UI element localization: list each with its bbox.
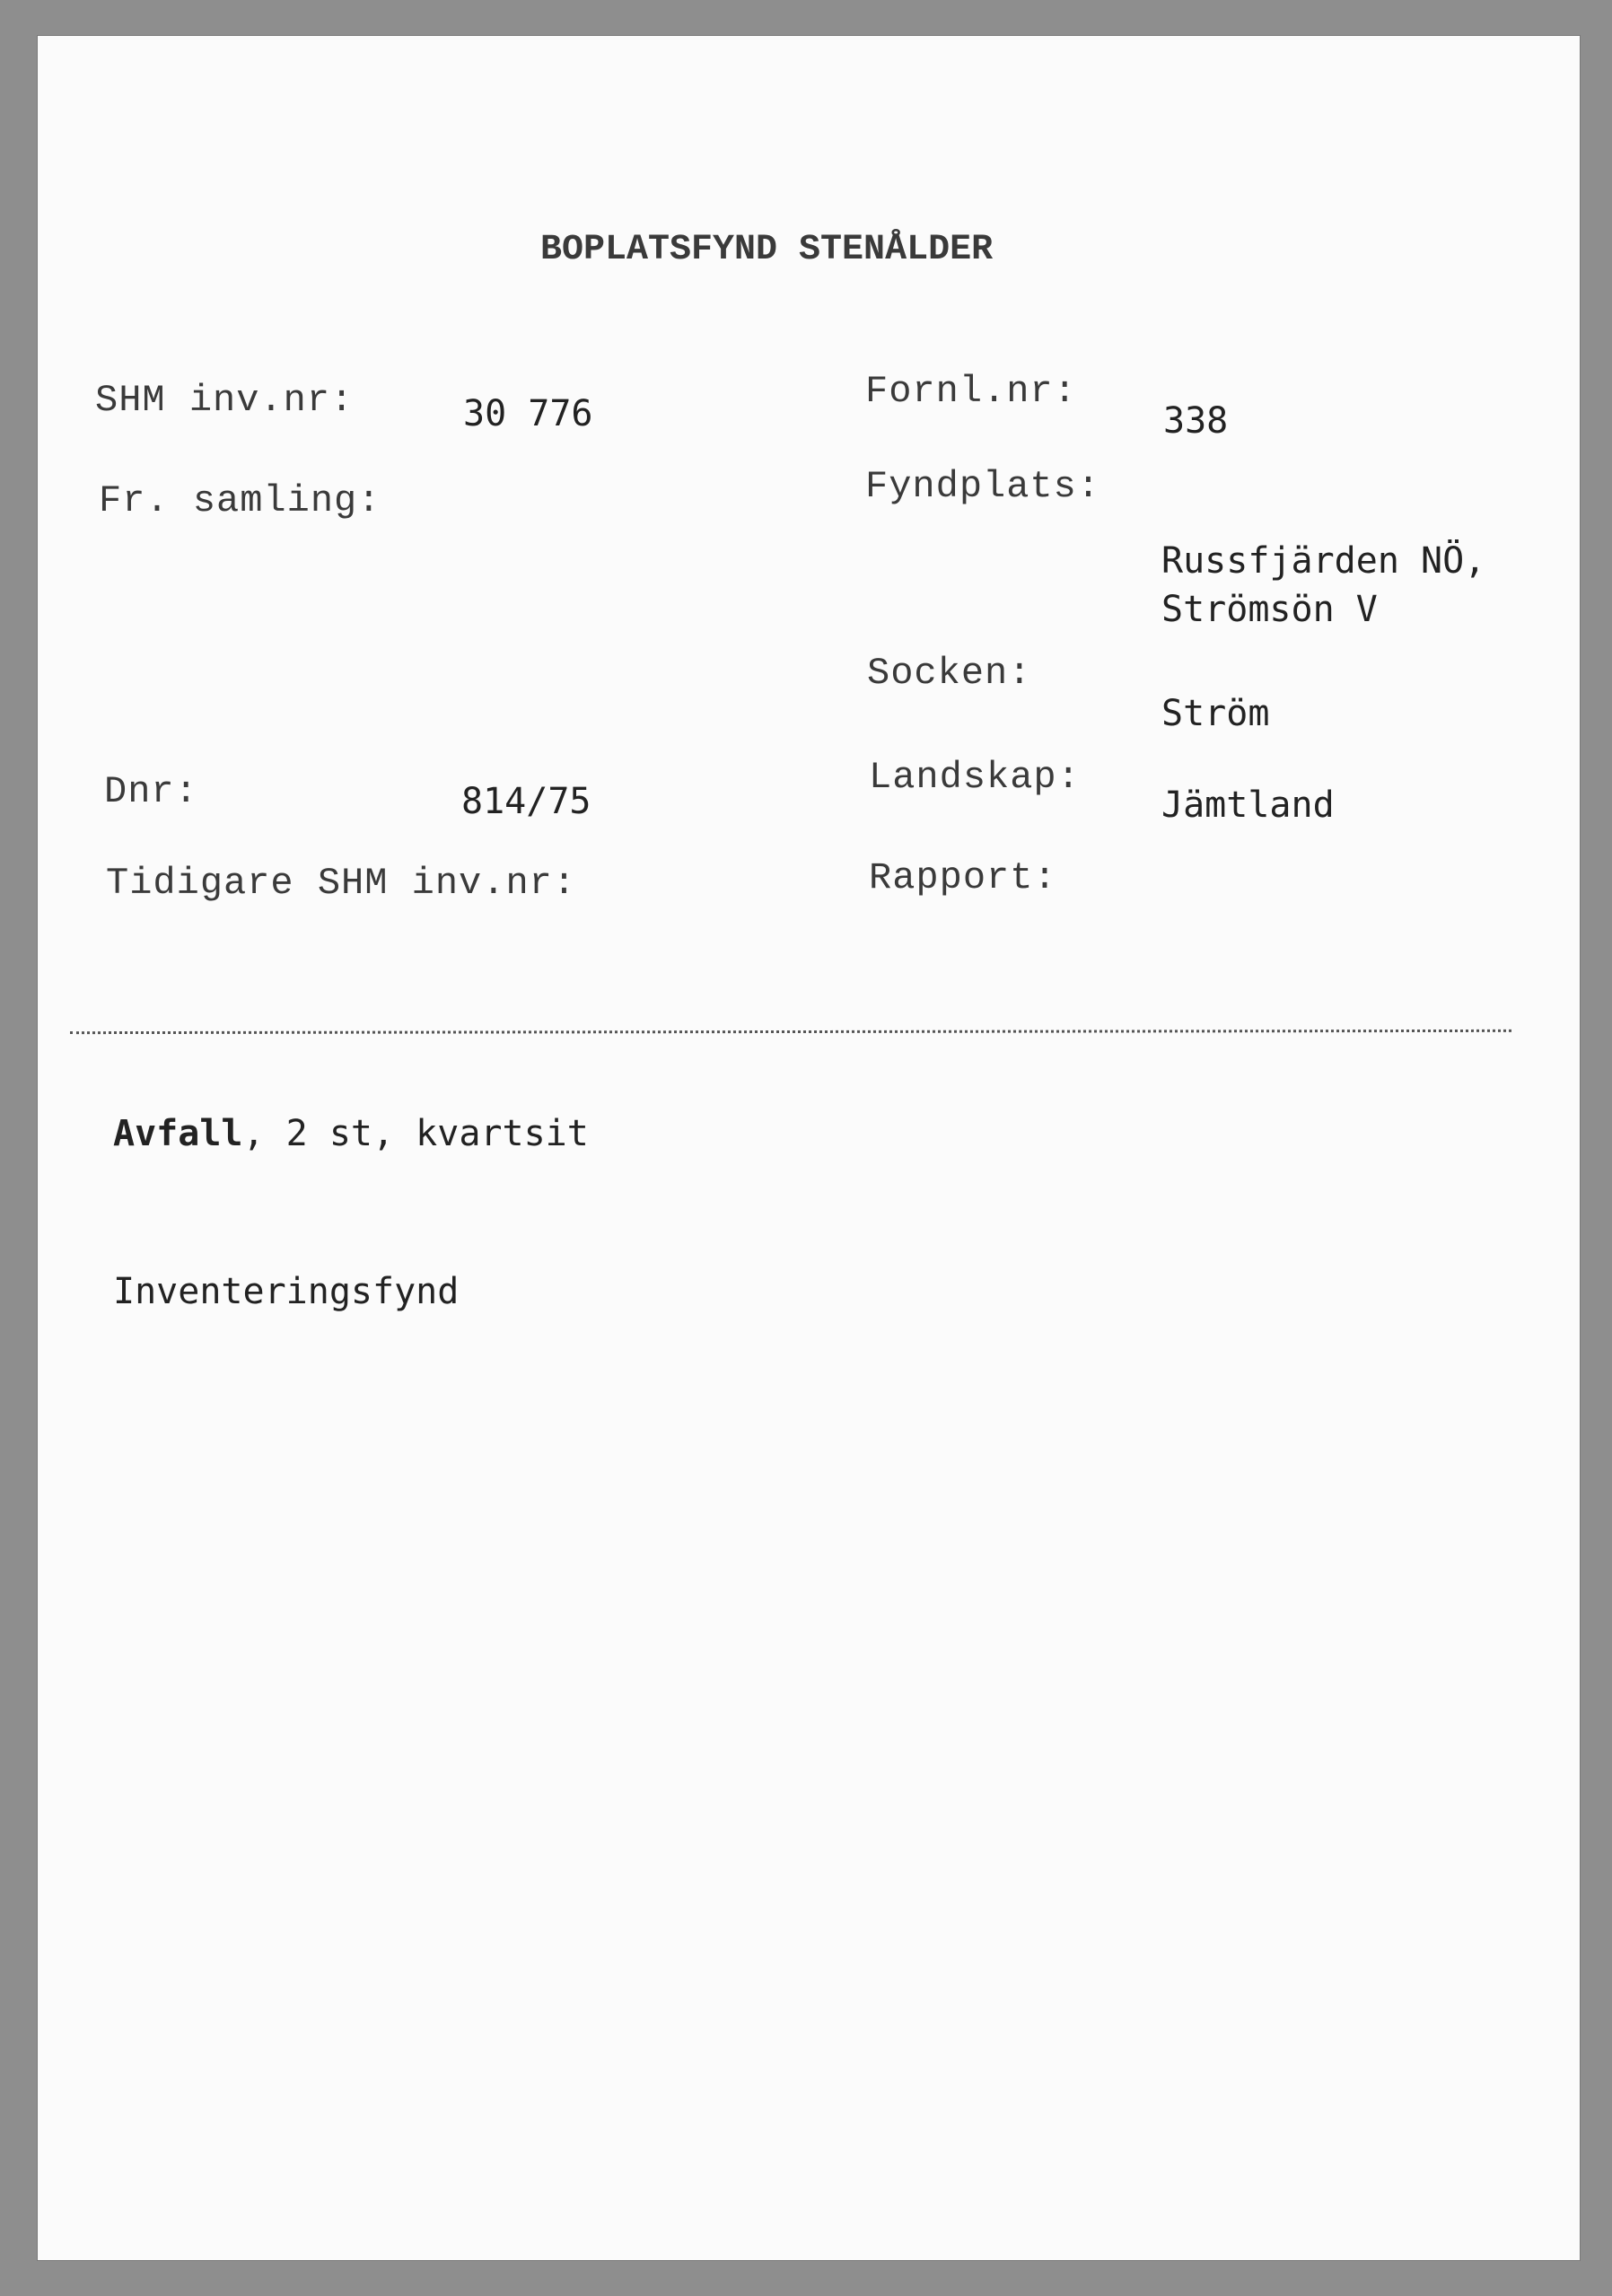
shm-inv-value: 30 776	[463, 393, 593, 434]
fyndplats-line-2: Strömsön V	[1161, 589, 1378, 630]
find-type: Avfall	[113, 1113, 243, 1154]
find-note: Inventeringsfynd	[113, 1271, 460, 1312]
fornl-label: Fornl.nr:	[865, 370, 1077, 413]
shm-inv-label: SHM inv.nr:	[95, 379, 355, 422]
fornl-value: 338	[1163, 400, 1229, 442]
socken-value: Ström	[1161, 693, 1270, 734]
landskap-label: Landskap:	[869, 756, 1081, 799]
fyndplats-label: Fyndplats:	[865, 465, 1101, 508]
card-title: BOPLATSFYND STENÅLDER	[540, 230, 994, 270]
socken-label: Socken:	[867, 652, 1032, 695]
tidigare-shm-inv-label: Tidigare SHM inv.nr:	[106, 862, 577, 905]
landskap-value: Jämtland	[1161, 784, 1335, 826]
dnr-value: 814/75	[461, 781, 591, 822]
fr-samling-label: Fr. samling:	[99, 479, 381, 522]
fyndplats-line-1: Russfjärden NÖ,	[1161, 540, 1486, 582]
find-description	[113, 1113, 589, 1154]
dnr-label: Dnr:	[104, 770, 198, 813]
find-details: , 2 st, kvartsit	[242, 1113, 589, 1154]
rapport-label: Rapport:	[869, 856, 1057, 899]
